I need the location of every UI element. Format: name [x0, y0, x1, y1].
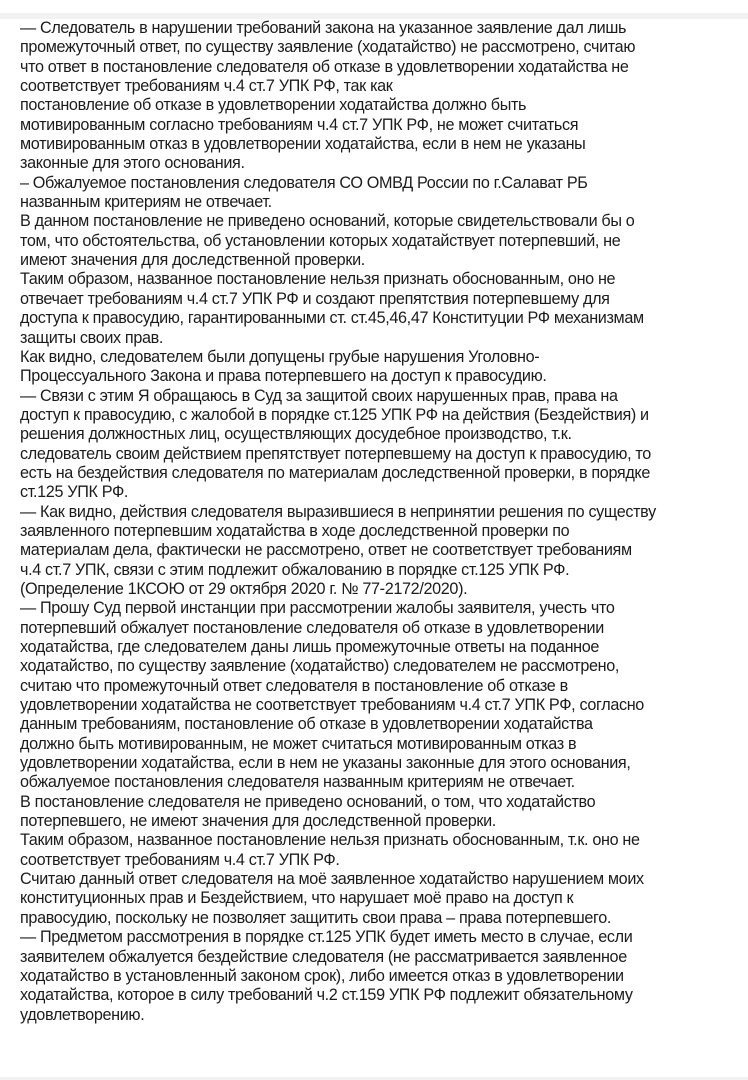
text-line: заявленного потерпевшим ходатайства в ходе доследственной проверки по [20, 521, 570, 540]
text-line: — Прошу Суд первой инстанции при рассмотрении жалобы заявителя, учесть что [20, 599, 615, 618]
text-line: (Определение 1КСОЮ от 29 октября 2020 г. № 77-2172/2020). [20, 579, 468, 598]
text-line: — Как видно, действия следователя выразившиеся в непринятии решения по существу [20, 502, 656, 521]
text-line: соответствует требованиям ч.4 ст.7 УПК РФ. [20, 850, 340, 869]
text-line: ходатайства, которое в силу требований ч.2 ст.159 УПК РФ подлежит обязательному [20, 986, 633, 1005]
text-line: считаю что промежуточный ответ следователя в постановление об отказе в [20, 676, 568, 695]
text-line: правосудию, поскольку не позволяет защитить свои права – права потерпевшего. [20, 908, 612, 927]
text-line: есть на бездействия следователя по материалам доследственной проверки, в порядке [20, 463, 650, 482]
text-line: мотивированным согласно требованиям ч.4 ст.7 УПК РФ, не может считаться [20, 115, 579, 134]
text-line: законные для этого основания. [20, 154, 245, 173]
text-line: ходатайство в установленный законом срок), либо имеется отказ в удовлетворении [20, 966, 624, 985]
text-line: данным требованиям, постановление об отказе в удовлетворении ходатайства [20, 715, 593, 734]
text-line: имеют значения для доследственной проверки. [20, 251, 365, 270]
text-line: ходатайства, где следователем даны лишь промежуточные ответы на поданное [20, 638, 600, 656]
text-line: решения должностных лиц, осуществляющих досудебное производство, т.к. [20, 425, 572, 444]
text-line: ч.4 ст.7 УПК, связи с этим подлежит обжалованию в порядке ст.125 УПК РФ. [20, 560, 570, 579]
text-line: – Обжалуемое постановления следователя СО ОМВД России по г.Салават РБ [20, 173, 588, 192]
text-line: Считаю данный ответ следователя на моё заявленное ходатайство нарушением моих [20, 870, 644, 889]
text-line: соответствует требованиям ч.4 ст.7 УПК РФ, так как [20, 77, 393, 96]
text-line: Таким образом, названное постановление нельзя признать обоснованным, т.к. оно не [20, 831, 640, 850]
text-line: что ответ в постановление следователя об отказе в удовлетворении ходатайства не [20, 57, 629, 76]
text-line: Таким образом, названное постановление нельзя признать обоснованным, оно не [20, 270, 616, 289]
text-line: удовлетворении ходатайства, если в нем не указаны законные для этого основания, [20, 754, 631, 773]
text-line: потерпевшего, не имеют значения для доследственной проверки. [20, 812, 496, 831]
text-line: следователь своим действием препятствует потерпевшему на доступ к правосудию, то [20, 444, 651, 463]
text-line: материалам дела, фактически не рассмотрено, ответ не соответствует требованиям [20, 541, 632, 560]
text-line: промежуточный ответ, по существу заявление (ходатайство) не рассмотрено, считаю [20, 38, 636, 57]
text-line: В данном постановление не приведено оснований, которые свидетельствовали бы о [20, 212, 635, 231]
text-line: заявителем обжалуется бездействие следователя (не рассматривается заявленное [20, 947, 627, 966]
text-line: В постановление следователя не приведено оснований, о том, что ходатайство [20, 792, 596, 811]
text-line: потерпевший обжалует постановление следователя об отказе в удовлетворении [20, 618, 604, 637]
text-line: должно быть мотивированным, не может считаться мотивированным отказ в [20, 734, 577, 753]
text-line: удовлетворению. [20, 1005, 145, 1024]
text-line: конституционных прав и Бездействием, что нарушает моё право на доступ к [20, 889, 574, 908]
text-line: — Связи с этим Я обращаюсь в Суд за защитой своих нарушенных прав, права на [20, 386, 618, 405]
text-line: Как видно, следователем были допущены грубые нарушения Уголовно- [20, 347, 540, 366]
text-line: отвечает требованиям ч.4 ст.7 УПК РФ и создают препятствия потерпевшему для [20, 289, 610, 308]
text-line: ходатайство, по существу заявление (ходатайство) следователем не рассмотрено, [20, 657, 620, 676]
text-line: том, что обстоятельства, об установлении которых ходатайствует потерпевший, не [20, 231, 621, 250]
text-line: — Предметом рассмотрения в порядке ст.125 УПК будет иметь место в случае, если [20, 928, 633, 947]
document-body [20, 19, 740, 1025]
text-line: — Следователь в нарушении требований закона на указанное заявление дал лишь [20, 19, 627, 37]
text-line: доступ к правосудию, с жалобой в порядке ст.125 УПК РФ на действия (Бездействия) и [20, 405, 649, 424]
text-line: доступа к правосудию, гарантированными ст. ст.45,46,47 Конституции РФ механизмам [20, 309, 644, 328]
text-line: постановление об отказе в удовлетворении ходатайства должно быть [20, 96, 527, 115]
text-line: названным критериям не отвечает. [20, 193, 272, 212]
text-line: защиты своих прав. [20, 328, 164, 347]
text-line: обжалуемое постановления следователя названным критериям не отвечает. [20, 773, 575, 792]
text-line: мотивированным отказ в удовлетворении ходатайства, если в нем не указаны [20, 135, 586, 154]
text-line: ст.125 УПК РФ. [20, 483, 129, 502]
text-line: Процессуального Закона и права потерпевшего на доступ к правосудию. [20, 367, 547, 386]
text-line: удовлетворении ходатайства не соответствует требованиям ч.4 ст.7 УПК РФ, согласно [20, 696, 644, 715]
